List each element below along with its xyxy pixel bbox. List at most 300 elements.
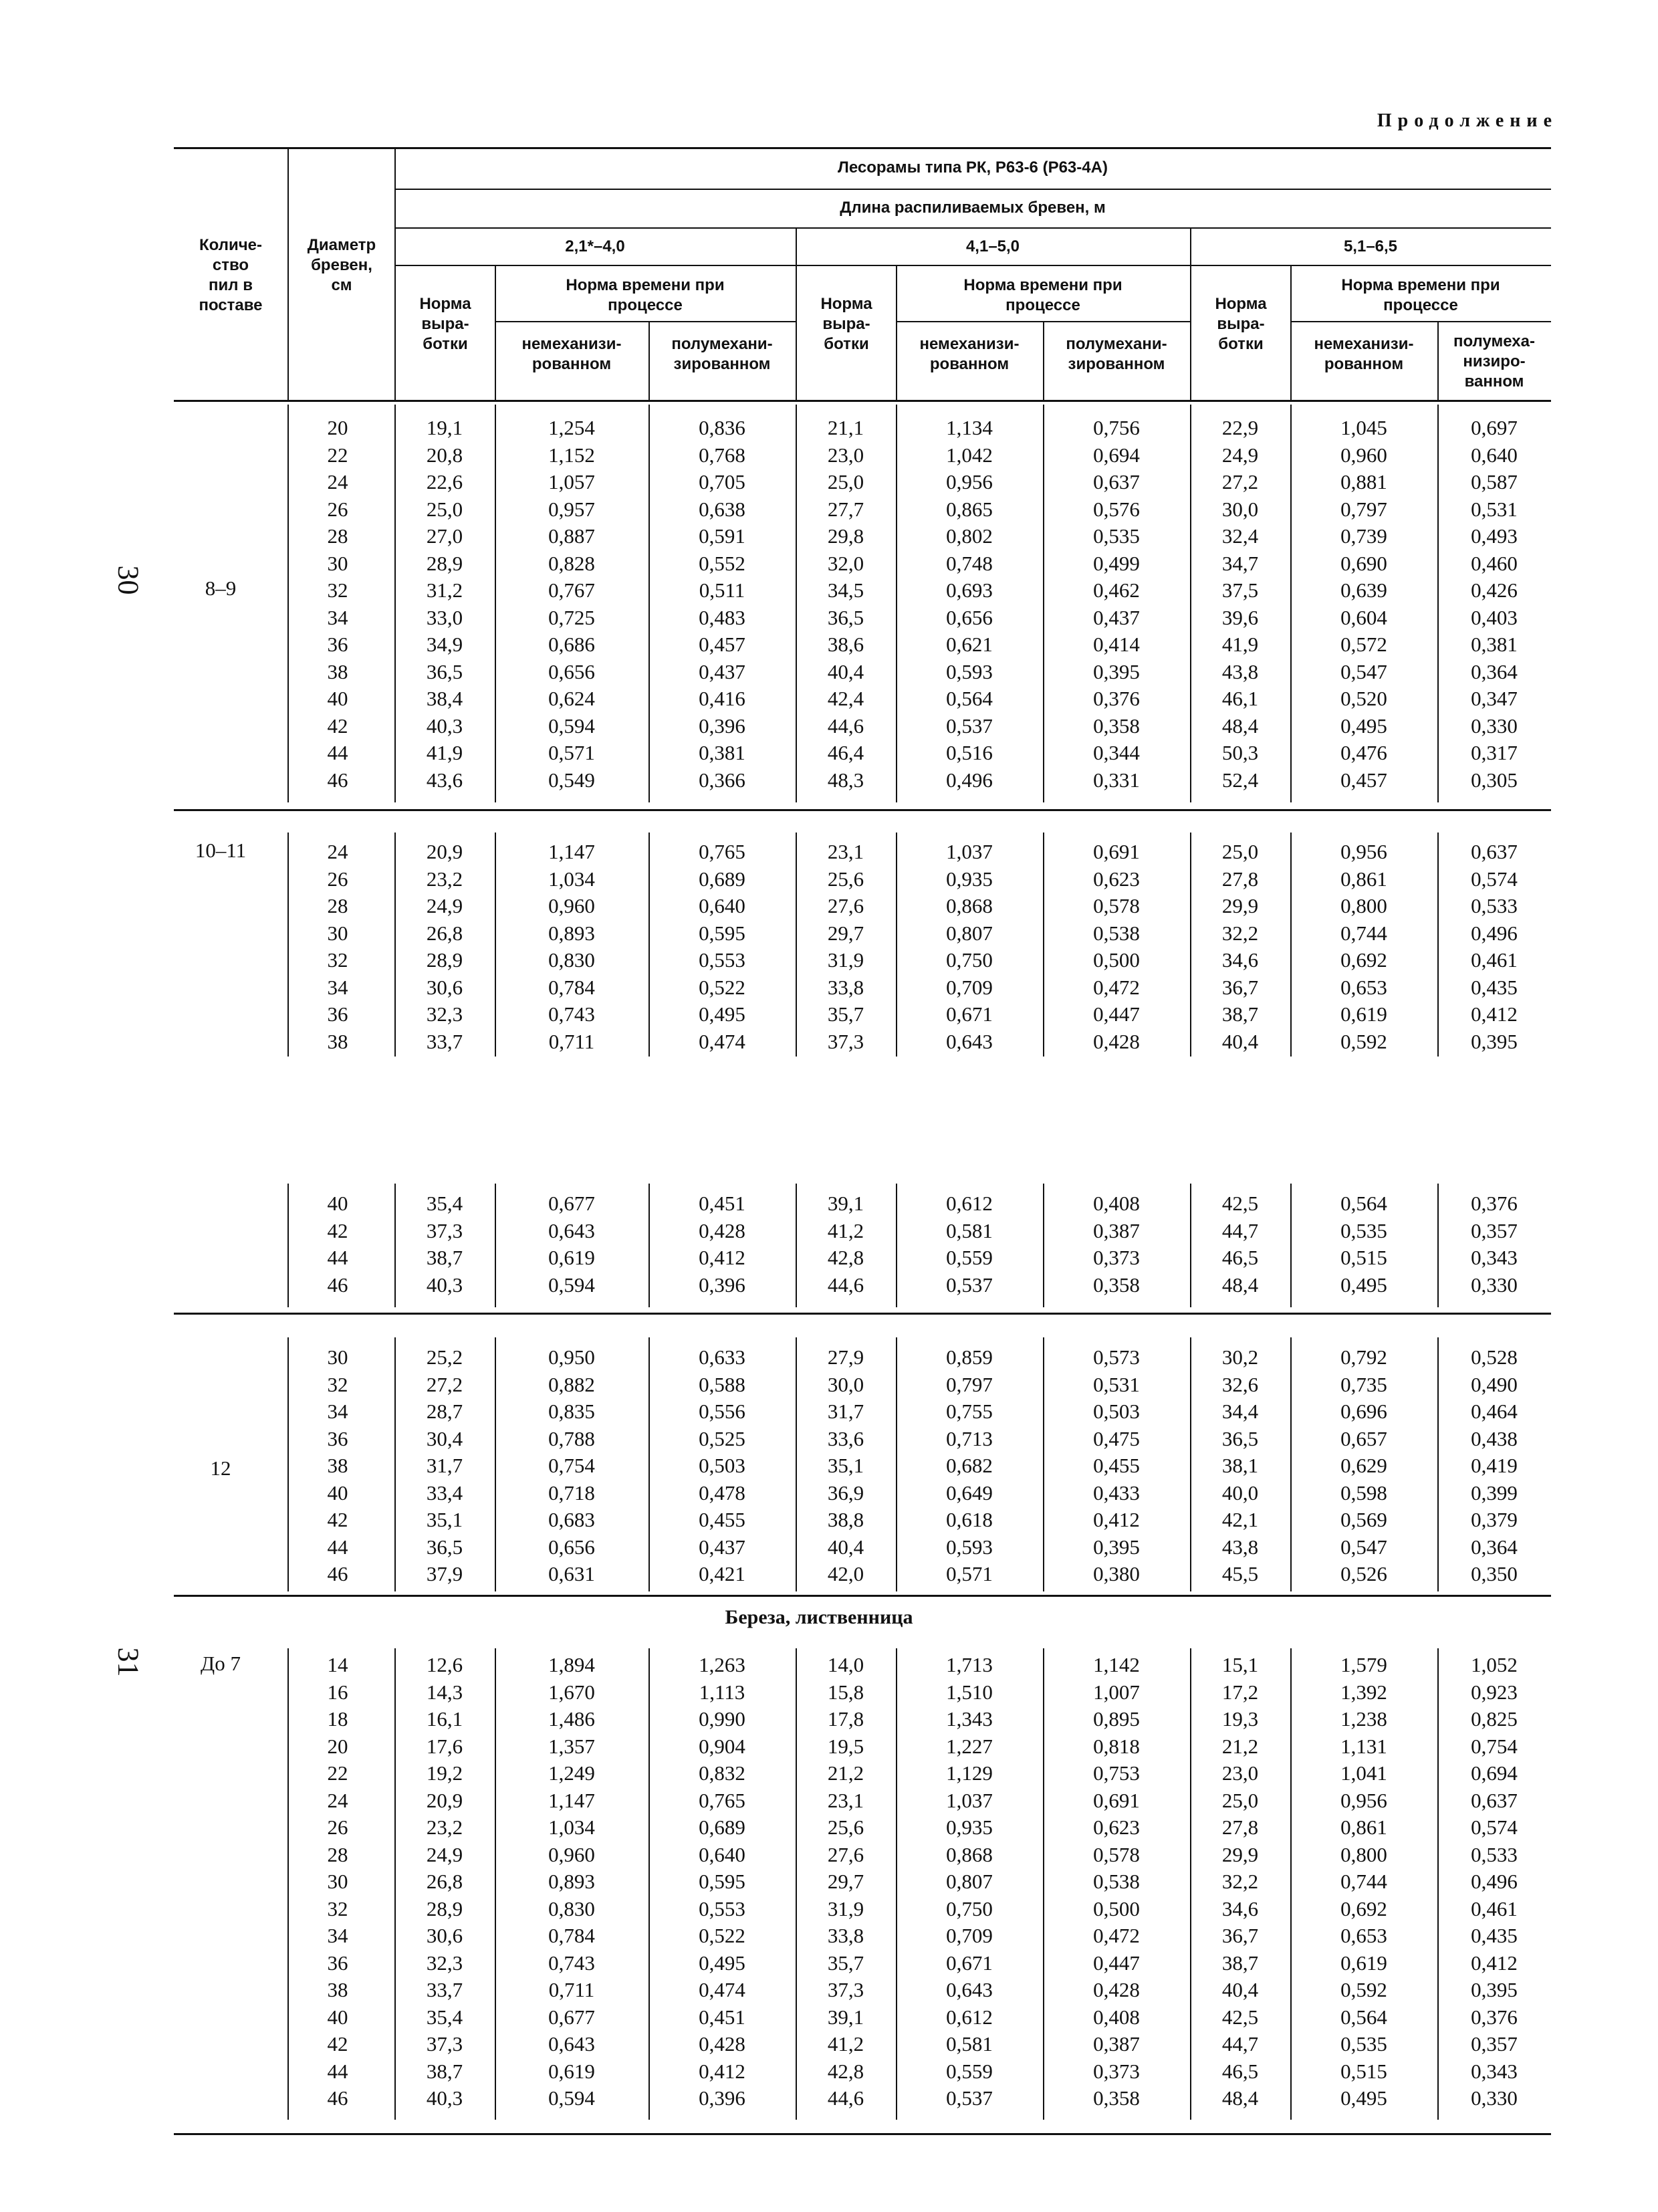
- table-cell: 0,956: [1340, 1788, 1387, 1812]
- table-cell: 0,364: [1471, 659, 1518, 683]
- table-cell: 20,9: [426, 840, 463, 863]
- table-cell: 0,895: [1093, 1707, 1140, 1731]
- table-cell: 0,535: [1340, 1218, 1387, 1242]
- column-rule: [648, 1648, 650, 2120]
- table-cell: 23,1: [827, 840, 864, 863]
- table-cell: 36,9: [827, 1480, 864, 1505]
- table-cell: 23,0: [1221, 1761, 1259, 1785]
- table-cell: 0,547: [1340, 1535, 1387, 1559]
- table-cell: 37,3: [426, 2032, 463, 2056]
- table-cell: 0,426: [1471, 578, 1518, 602]
- table-cell: 0,756: [1093, 416, 1140, 439]
- table-cell: 0,350: [1471, 1562, 1518, 1585]
- cell-diameter: 46: [327, 1273, 348, 1297]
- table-cell: 50,3: [1221, 741, 1259, 764]
- column-rule: [648, 833, 650, 1057]
- table-cell: 1,042: [946, 443, 993, 467]
- cell-diameter: 36: [327, 1951, 348, 1975]
- header-norm-time-3: Норма времени при процессе: [1341, 276, 1500, 314]
- table-cell: 0,387: [1093, 1218, 1140, 1242]
- table-cell: 0,373: [1093, 2059, 1140, 2083]
- column-rule: [1437, 405, 1439, 802]
- table-cell: 0,531: [1093, 1372, 1140, 1396]
- table-cell: 0,572: [1340, 633, 1387, 656]
- table-cell: 24,9: [426, 894, 463, 917]
- cell-diameter: 40: [327, 1480, 348, 1505]
- table-cell: 38,7: [426, 2059, 463, 2083]
- table-cell: 0,474: [699, 1978, 745, 2001]
- table-cell: 0,882: [548, 1372, 595, 1396]
- table-cell: 0,956: [1340, 840, 1387, 863]
- table-cell: 19,2: [426, 1761, 463, 1785]
- table-cell: 0,553: [699, 1896, 745, 1920]
- table-cell: 0,950: [548, 1345, 595, 1369]
- table-cell: 0,525: [699, 1426, 745, 1450]
- table-cell: 0,535: [1093, 524, 1140, 548]
- table-cell: 1,357: [548, 1734, 595, 1758]
- table-cell: 34,4: [1221, 1400, 1259, 1423]
- table-cell: 0,437: [1093, 605, 1140, 629]
- header-top-rule: [174, 147, 1551, 149]
- cell-diameter: 34: [327, 1400, 348, 1423]
- header-rule-3: [394, 265, 1551, 266]
- header-saws-count: Количе- ство пил в поставе: [199, 236, 263, 314]
- table-cell: 41,2: [827, 1218, 864, 1242]
- table-cell: 0,743: [548, 1951, 595, 1975]
- table-cell: 40,3: [426, 2086, 463, 2110]
- table-cell: 0,538: [1093, 1870, 1140, 1893]
- table-cell: 0,357: [1471, 2032, 1518, 2056]
- table-cell: 0,559: [946, 2059, 993, 2083]
- table-cell: 0,587: [1471, 470, 1518, 493]
- group-saws-label: 12: [210, 1456, 231, 1480]
- table-cell: 0,640: [1471, 443, 1518, 467]
- table-cell: 1,134: [946, 416, 993, 439]
- table-cell: 0,455: [1093, 1454, 1140, 1477]
- table-cell: 0,358: [1093, 2086, 1140, 2110]
- table-cell: 0,412: [1471, 1951, 1518, 1975]
- header-rule-1: [394, 189, 1551, 190]
- table-cell: 0,343: [1471, 1246, 1518, 1269]
- table-cell: 0,711: [548, 1978, 595, 2001]
- table-cell: 30,0: [827, 1372, 864, 1396]
- table-cell: 0,618: [946, 1508, 993, 1531]
- column-rule: [1043, 833, 1044, 1057]
- cell-diameter: 36: [327, 1002, 348, 1026]
- table-cell: 1,147: [548, 1788, 595, 1812]
- table-cell: 40,4: [827, 1535, 864, 1559]
- table-cell: 0,633: [699, 1345, 745, 1369]
- table-cell: 34,9: [426, 633, 463, 656]
- table-cell: 0,797: [946, 1372, 993, 1396]
- table-cell: 0,419: [1471, 1454, 1518, 1477]
- table-cell: 1,037: [946, 840, 993, 863]
- table-cell: 48,3: [827, 768, 864, 792]
- cell-diameter: 26: [327, 497, 348, 521]
- table-cell: 46,5: [1221, 2059, 1259, 2083]
- table-cell: 0,399: [1471, 1480, 1518, 1505]
- table-cell: 30,0: [1221, 497, 1259, 521]
- table-cell: 44,7: [1221, 1218, 1259, 1242]
- table-cell: 0,330: [1471, 2086, 1518, 2110]
- table-cell: 0,619: [548, 1246, 595, 1269]
- table-cell: 0,483: [699, 605, 745, 629]
- table-cell: 0,624: [548, 687, 595, 710]
- table-cell: 0,476: [1340, 741, 1387, 764]
- table-cell: 0,694: [1471, 1761, 1518, 1785]
- table-cell: 0,683: [548, 1508, 595, 1531]
- column-rule: [896, 833, 897, 1057]
- table-cell: 0,694: [1093, 443, 1140, 467]
- table-cell: 0,364: [1471, 1535, 1518, 1559]
- cell-diameter: 40: [327, 687, 348, 710]
- table-cell: 0,522: [699, 975, 745, 999]
- table-cell: 40,3: [426, 1273, 463, 1297]
- cell-diameter: 40: [327, 2005, 348, 2029]
- table-cell: 1,713: [946, 1653, 993, 1676]
- table-cell: 16,1: [426, 1707, 463, 1731]
- column-rule: [896, 405, 897, 802]
- table-cell: 0,768: [699, 443, 745, 467]
- header-rule-2: [394, 227, 1551, 229]
- table-cell: 40,4: [1221, 1029, 1259, 1053]
- table-cell: 28,9: [426, 948, 463, 972]
- table-cell: 27,2: [426, 1372, 463, 1396]
- table-cell: 0,381: [699, 741, 745, 764]
- table-cell: 0,500: [1093, 1896, 1140, 1920]
- table-cell: 0,623: [1093, 1815, 1140, 1839]
- table-cell: 44,7: [1221, 2032, 1259, 2056]
- table-cell: 1,343: [946, 1707, 993, 1731]
- table-cell: 0,788: [548, 1426, 595, 1450]
- table-cell: 48,4: [1221, 713, 1259, 738]
- cell-diameter: 30: [327, 551, 348, 575]
- table-cell: 0,612: [946, 2005, 993, 2029]
- table-cell: 1,894: [548, 1653, 595, 1676]
- table-cell: 0,496: [946, 768, 993, 792]
- table-cell: 48,4: [1221, 2086, 1259, 2110]
- table-cell: 31,2: [426, 578, 463, 602]
- table-cell: 0,656: [946, 605, 993, 629]
- table-cell: 0,640: [699, 894, 745, 917]
- column-rule: [896, 1184, 897, 1307]
- column-rule: [1290, 833, 1292, 1057]
- table-cell: 0,828: [548, 551, 595, 575]
- header-norm-time-1: Норма времени при процессе: [566, 276, 725, 314]
- cell-diameter: 18: [327, 1707, 348, 1731]
- table-cell: 21,2: [827, 1761, 864, 1785]
- table-cell: 0,414: [1093, 633, 1140, 656]
- column-rule: [648, 405, 650, 802]
- table-cell: 29,9: [1221, 894, 1259, 917]
- cell-diameter: 30: [327, 921, 348, 945]
- table-cell: 0,881: [1340, 470, 1387, 493]
- table-cell: 37,3: [827, 1978, 864, 2001]
- cell-diameter: 38: [327, 659, 348, 683]
- group-saws-label: 10–11: [195, 839, 247, 862]
- table-cell: 35,7: [827, 1951, 864, 1975]
- cell-diameter: 42: [327, 2032, 348, 2056]
- table-cell: 0,643: [548, 2032, 595, 2056]
- table-cell: 0,358: [1093, 713, 1140, 738]
- table-cell: 1,113: [699, 1680, 745, 1704]
- table-cell: 0,395: [1471, 1029, 1518, 1053]
- table-cell: 0,433: [1093, 1480, 1140, 1505]
- column-rule: [1437, 833, 1439, 1057]
- table-cell: 1,034: [548, 867, 595, 891]
- table-cell: 0,376: [1093, 687, 1140, 710]
- table-cell: 0,358: [1093, 1273, 1140, 1297]
- group-rule-1: [174, 809, 1551, 811]
- table-cell: 0,395: [1093, 1535, 1140, 1559]
- cell-diameter: 16: [327, 1680, 348, 1704]
- table-cell: 40,0: [1221, 1480, 1259, 1505]
- table-cell: 42,4: [827, 687, 864, 710]
- table-cell: 41,9: [426, 741, 463, 764]
- column-rule: [1290, 405, 1292, 802]
- table-cell: 0,495: [699, 1002, 745, 1026]
- table-cell: 29,8: [827, 524, 864, 548]
- table-cell: 0,472: [1093, 975, 1140, 999]
- header-nonmech-1: немеханизи- рованном: [521, 335, 622, 373]
- table-cell: 0,460: [1471, 551, 1518, 575]
- table-cell: 32,6: [1221, 1372, 1259, 1396]
- table-cell: 0,569: [1340, 1508, 1387, 1531]
- table-cell: 28,7: [426, 1400, 463, 1423]
- table-cell: 0,495: [699, 1951, 745, 1975]
- table-cell: 0,412: [699, 1246, 745, 1269]
- table-cell: 0,493: [1471, 524, 1518, 548]
- table-cell: 41,2: [827, 2032, 864, 2056]
- table-cell: 27,9: [827, 1345, 864, 1369]
- table-cell: 1,254: [548, 416, 595, 439]
- table-cell: 0,416: [699, 687, 745, 710]
- table-cell: 32,2: [1221, 1870, 1259, 1893]
- column-rule: [648, 1337, 650, 1591]
- column-rule: [1043, 1648, 1044, 2120]
- table-cell: 0,750: [946, 1896, 993, 1920]
- table-cell: 46,5: [1221, 1246, 1259, 1269]
- table-cell: 42,8: [827, 2059, 864, 2083]
- table-cell: 14,3: [426, 1680, 463, 1704]
- table-cell: 0,598: [1340, 1480, 1387, 1505]
- column-rule: [1437, 1337, 1439, 1591]
- table-cell: 0,718: [548, 1480, 595, 1505]
- table-cell: 0,639: [1340, 578, 1387, 602]
- table-cell: 0,691: [1093, 1788, 1140, 1812]
- column-rule: [1043, 1337, 1044, 1591]
- table-cell: 0,537: [946, 713, 993, 738]
- header-bottom-rule: [174, 400, 1551, 402]
- page-number-top: 30: [112, 565, 145, 595]
- table-cell: 0,692: [1340, 948, 1387, 972]
- table-cell: 0,643: [946, 1978, 993, 2001]
- column-rule: [495, 833, 496, 1057]
- table-cell: 33,0: [426, 605, 463, 629]
- table-cell: 42,1: [1221, 1508, 1259, 1531]
- cell-diameter: 46: [327, 1562, 348, 1585]
- table-cell: 0,696: [1340, 1400, 1387, 1423]
- table-cell: 25,2: [426, 1345, 463, 1369]
- table-cell: 0,935: [946, 867, 993, 891]
- table-cell: 0,564: [946, 687, 993, 710]
- table-cell: 0,592: [1340, 1978, 1387, 2001]
- table-cell: 0,592: [1340, 1029, 1387, 1053]
- column-rule: [495, 1648, 496, 2120]
- table-cell: 0,495: [1340, 1273, 1387, 1297]
- table-cell: 0,904: [699, 1734, 745, 1758]
- table-cell: 41,9: [1221, 633, 1259, 656]
- table-cell: 0,709: [946, 975, 993, 999]
- table-cell: 36,5: [426, 659, 463, 683]
- continuation-label: Продолжение: [1377, 110, 1558, 131]
- table-cell: 38,7: [426, 1246, 463, 1269]
- table-cell: 1,579: [1340, 1653, 1387, 1676]
- table-cell: 0,818: [1093, 1734, 1140, 1758]
- table-cell: 0,835: [548, 1400, 595, 1423]
- table-cell: 0,428: [699, 2032, 745, 2056]
- table-cell: 0,330: [1471, 713, 1518, 738]
- table-cell: 0,923: [1471, 1680, 1518, 1704]
- table-cell: 0,725: [548, 605, 595, 629]
- table-cell: 0,344: [1093, 741, 1140, 764]
- cell-diameter: 24: [327, 840, 348, 863]
- table-cell: 0,595: [699, 921, 745, 945]
- table-cell: 0,792: [1340, 1345, 1387, 1369]
- table-cell: 30,6: [426, 975, 463, 999]
- table-cell: 0,526: [1340, 1562, 1387, 1585]
- header-sawmills: Лесорамы типа РК, Р63-6 (Р63-4А): [838, 158, 1108, 177]
- table-cell: 0,935: [946, 1815, 993, 1839]
- table-cell: 33,8: [827, 1924, 864, 1947]
- table-cell: 0,573: [1093, 1345, 1140, 1369]
- table-cell: 0,556: [699, 1400, 745, 1423]
- table-cell: 36,7: [1221, 975, 1259, 999]
- table-cell: 0,637: [1093, 470, 1140, 493]
- table-cell: 42,5: [1221, 1192, 1259, 1215]
- cell-diameter: 24: [327, 1788, 348, 1812]
- table-cell: 0,830: [548, 1896, 595, 1920]
- table-cell: 1,510: [946, 1680, 993, 1704]
- table-cell: 1,057: [548, 470, 595, 493]
- table-cell: 15,8: [827, 1680, 864, 1704]
- table-cell: 0,754: [548, 1454, 595, 1477]
- table-cell: 0,412: [1093, 1508, 1140, 1531]
- header-semimech-3: полумеха- низиро- ванном: [1453, 332, 1535, 391]
- table-cell: 1,238: [1340, 1707, 1387, 1731]
- table-cell: 40,3: [426, 713, 463, 738]
- table-cell: 0,330: [1471, 1273, 1518, 1297]
- table-cell: 0,576: [1093, 497, 1140, 521]
- cell-diameter: 14: [327, 1653, 348, 1676]
- table-cell: 0,564: [1340, 1192, 1387, 1215]
- table-cell: 30,6: [426, 1924, 463, 1947]
- table-cell: 26,8: [426, 1870, 463, 1893]
- table-cell: 0,709: [946, 1924, 993, 1947]
- table-cell: 1,392: [1340, 1680, 1387, 1704]
- table-cell: 0,735: [1340, 1372, 1387, 1396]
- table-cell: 0,619: [548, 2059, 595, 2083]
- table-cell: 0,428: [1093, 1978, 1140, 2001]
- table-cell: 0,373: [1093, 1246, 1140, 1269]
- table-cell: 0,428: [1093, 1029, 1140, 1053]
- table-cell: 26,8: [426, 921, 463, 945]
- table-cell: 0,503: [699, 1454, 745, 1477]
- table-cell: 0,750: [946, 948, 993, 972]
- table-cell: 27,6: [827, 894, 864, 917]
- header-semimech-1: полумехани- зированном: [671, 335, 773, 373]
- header-range-2: 4,1–5,0: [965, 237, 1020, 255]
- table-cell: 1,263: [699, 1653, 745, 1676]
- table-cell: 0,403: [1471, 605, 1518, 629]
- table-cell: 0,594: [548, 713, 595, 738]
- table-cell: 32,2: [1221, 921, 1259, 945]
- table-cell: 31,7: [827, 1400, 864, 1423]
- cell-diameter: 24: [327, 470, 348, 493]
- table-cell: 0,621: [946, 633, 993, 656]
- table-cell: 1,670: [548, 1680, 595, 1704]
- table-cell: 38,7: [1221, 1002, 1259, 1026]
- table-cell: 0,960: [548, 1842, 595, 1866]
- table-cell: 1,486: [548, 1707, 595, 1731]
- table-cell: 1,037: [946, 1788, 993, 1812]
- table-cell: 0,396: [699, 1273, 745, 1297]
- column-rule: [648, 1184, 650, 1307]
- table-cell: 0,705: [699, 470, 745, 493]
- table-cell: 0,376: [1471, 1192, 1518, 1215]
- table-cell: 0,800: [1340, 894, 1387, 917]
- table-cell: 17,8: [827, 1707, 864, 1731]
- table-cell: 0,765: [699, 840, 745, 863]
- table-cell: 30,4: [426, 1426, 463, 1450]
- table-cell: 0,656: [548, 659, 595, 683]
- table-cell: 0,713: [946, 1426, 993, 1450]
- table-cell: 27,0: [426, 524, 463, 548]
- cell-diameter: 42: [327, 1508, 348, 1531]
- table-cell: 42,8: [827, 1246, 864, 1269]
- table-cell: 43,8: [1221, 1535, 1259, 1559]
- table-cell: 0,578: [1093, 1842, 1140, 1866]
- table-cell: 0,461: [1471, 1896, 1518, 1920]
- table-cell: 0,553: [699, 948, 745, 972]
- table-cell: 0,755: [946, 1400, 993, 1423]
- table-cell: 0,767: [548, 578, 595, 602]
- table-cell: 0,396: [699, 2086, 745, 2110]
- table-cell: 38,8: [827, 1508, 864, 1531]
- table-cell: 0,478: [699, 1480, 745, 1505]
- table-cell: 0,960: [548, 894, 595, 917]
- column-rule: [1290, 1337, 1292, 1591]
- cell-diameter: 32: [327, 578, 348, 602]
- table-cell: 29,7: [827, 921, 864, 945]
- table-cell: 0,500: [1093, 948, 1140, 972]
- table-cell: 0,960: [1340, 443, 1387, 467]
- table-cell: 0,743: [548, 1002, 595, 1026]
- table-cell: 1,045: [1340, 416, 1387, 439]
- table-cell: 19,1: [426, 416, 463, 439]
- table-cell: 0,859: [946, 1345, 993, 1369]
- table-cell: 35,4: [426, 2005, 463, 2029]
- table-cell: 37,3: [827, 1029, 864, 1053]
- table-bottom-rule: [174, 2133, 1551, 2135]
- header-norm-output-2: Норма выра- ботки: [820, 295, 872, 353]
- table-cell: 36,7: [1221, 1924, 1259, 1947]
- cell-diameter: 46: [327, 2086, 348, 2110]
- table-cell: 0,591: [699, 524, 745, 548]
- table-cell: 0,495: [1340, 2086, 1387, 2110]
- table-cell: 0,475: [1093, 1426, 1140, 1450]
- table-cell: 34,6: [1221, 948, 1259, 972]
